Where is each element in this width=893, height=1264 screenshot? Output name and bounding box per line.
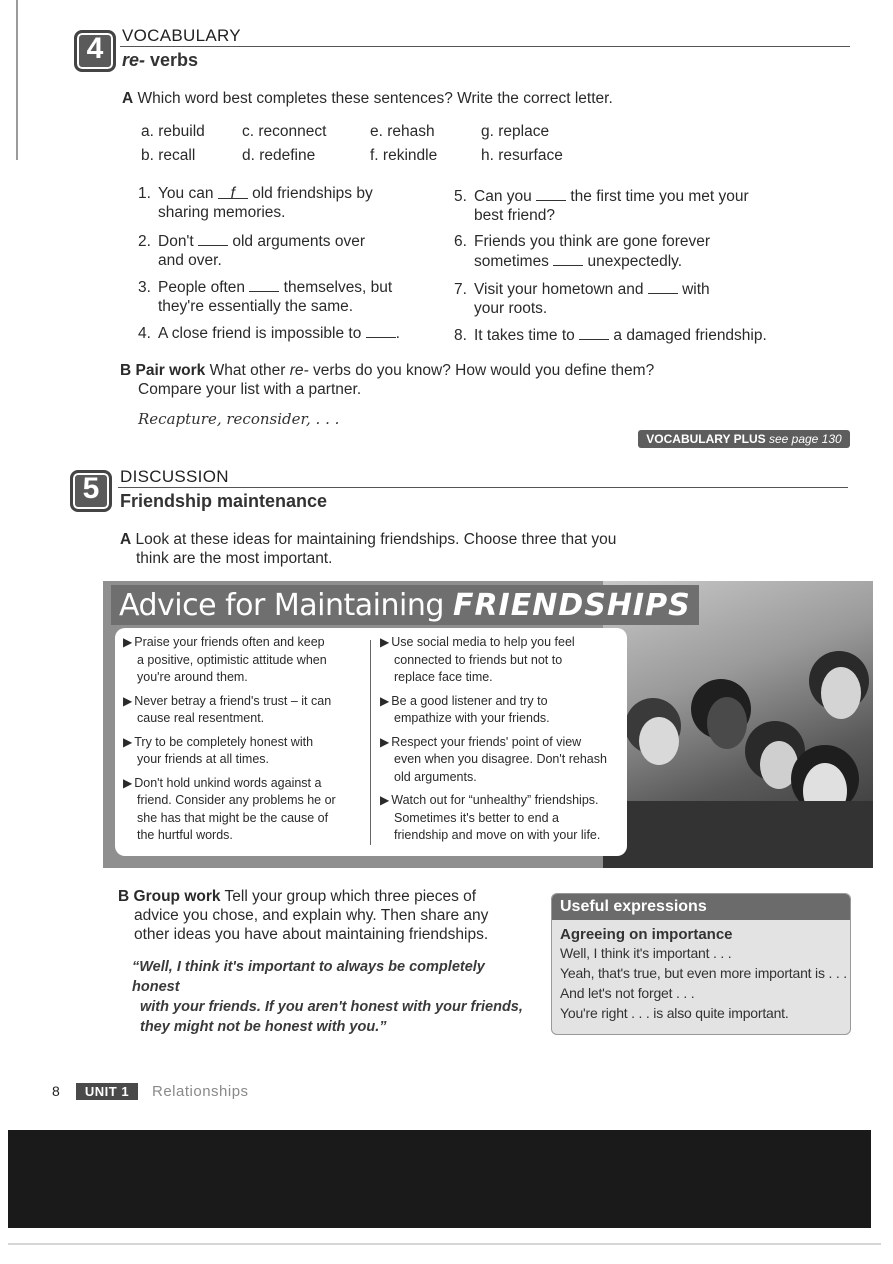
expression-line: Yeah, that's true, but even more important is . . . <box>560 965 847 981</box>
exercise-item <box>454 279 784 318</box>
item-text: your roots. <box>474 300 548 317</box>
example-quote: “Well, I think it's important to always be completely honest with your friends. If you aren't honest with your friends, they might not be honest with you.” <box>132 959 523 1035</box>
item-text: sometimes <box>474 253 554 270</box>
item-text: You can <box>158 185 218 202</box>
section-number-badge: 5 <box>70 470 112 512</box>
section-kicker: VOCABULARY <box>122 26 241 45</box>
answer-blank[interactable] <box>579 325 609 340</box>
item-text: old arguments over <box>228 233 366 250</box>
tip-item: ▶ Be a good listener and try to empathize with your friends. <box>380 693 550 725</box>
exercise-item <box>454 325 794 345</box>
part-letter: B <box>118 888 130 905</box>
advice-title-text: Advice for Maintaining <box>119 588 453 623</box>
item-number: 1. <box>138 185 151 202</box>
item-text: . <box>395 325 400 342</box>
item-text: they're essentially the same. <box>158 298 354 315</box>
tips-right-column <box>380 634 625 845</box>
instruction-text: Tell your group which three pieces of <box>224 888 477 905</box>
option: h. resurface <box>481 147 563 164</box>
instruction-a <box>122 89 613 108</box>
option: c. reconnect <box>242 123 327 140</box>
answer-blank[interactable] <box>553 251 583 266</box>
section-rule <box>120 46 850 47</box>
section-title <box>122 50 198 71</box>
answer-blank[interactable] <box>366 323 396 338</box>
part-letter: A <box>120 531 132 548</box>
column-divider <box>370 640 371 845</box>
expression-line: You're right . . . is also quite important. <box>560 1005 789 1021</box>
item-text: a damaged friendship. <box>609 327 767 344</box>
instruction-b <box>120 361 740 399</box>
instruction-text: re- <box>289 362 309 379</box>
item-text: old friendships by <box>247 185 373 202</box>
advice-panel <box>103 581 873 868</box>
item-text: best friend? <box>474 207 555 224</box>
section-title: Friendship maintenance <box>120 491 328 511</box>
part-letter: B <box>120 362 132 379</box>
exercise-item <box>138 231 438 270</box>
scan-edge <box>16 0 18 160</box>
vocab-plus-label: VOCABULARY PLUS <box>646 432 766 446</box>
section-rule <box>118 487 848 488</box>
item-number: 4. <box>138 325 151 342</box>
part-label: Pair work <box>135 362 206 379</box>
vocabulary-plus-link[interactable] <box>638 430 850 448</box>
exercise-item <box>138 184 438 222</box>
advice-card <box>115 628 627 856</box>
instruction-b <box>118 887 538 944</box>
tip-item: ▶ Watch out for “unhealthy” friendships. Sometimes it's better to end a friendship and move on with your life. <box>380 793 601 842</box>
title-prefix: re- <box>122 50 146 70</box>
arrow-bullet-icon: ▶ <box>380 793 390 807</box>
item-text: People often <box>158 279 250 296</box>
option: d. redefine <box>242 147 316 164</box>
item-text: A close friend is impossible to <box>158 325 366 342</box>
item-number: 8. <box>454 327 467 344</box>
instruction-text: think are the most important. <box>136 550 333 567</box>
example-text: Recapture, reconsider, . . . <box>138 410 340 428</box>
tip-item: ▶ Respect your friends' point of view even when you disagree. Don't rehash old arguments. <box>380 734 607 784</box>
arrow-bullet-icon: ▶ <box>380 635 390 649</box>
tip-item: ▶ Use social media to help you feel connected to friends but not to replace face time. <box>380 635 575 684</box>
item-text: sharing memories. <box>158 204 286 221</box>
instruction-text: advice you chose, and explain why. Then share any <box>134 907 489 924</box>
arrow-bullet-icon: ▶ <box>380 734 390 749</box>
arrow-bullet-icon: ▶ <box>123 734 133 749</box>
item-number: 7. <box>454 281 467 298</box>
instruction-text: Which word best completes these sentences? Write the correct letter. <box>137 90 613 107</box>
item-number: 2. <box>138 233 151 250</box>
option: b. recall <box>141 147 196 164</box>
page-number: 8 <box>52 1083 60 1099</box>
tip-item: ▶ Don't hold unkind words against a friend. Consider any problems he or she has that might be the cause of the hurtful words. <box>123 775 336 842</box>
arrow-bullet-icon: ▶ <box>123 775 133 790</box>
exercise-item <box>454 232 784 271</box>
item-text: It takes time to <box>474 327 580 344</box>
section-number-badge: 4 <box>74 30 116 72</box>
item-text: Visit your hometown and <box>474 281 648 298</box>
item-text: unexpectedly. <box>583 253 683 270</box>
advice-title-emphasis: FRIENDSHIPS <box>452 588 691 623</box>
instruction-text: other ideas you have about maintaining friendships. <box>134 926 489 943</box>
tips-left-column <box>123 634 355 845</box>
item-text: Don't <box>158 233 199 250</box>
vocab-plus-page: see page 130 <box>765 432 842 446</box>
item-text: Friends you think are gone forever <box>474 233 711 250</box>
answer-blank[interactable] <box>249 277 279 292</box>
scan-bottom-line <box>8 1243 881 1245</box>
expression-line: Well, I think it's important . . . <box>560 945 732 961</box>
scan-dark-edge <box>8 1130 871 1228</box>
expression-line: And let's not forget . . . <box>560 985 695 1001</box>
instruction-text: What other <box>209 362 290 379</box>
unit-title: Relationships <box>152 1083 249 1100</box>
part-letter: A <box>122 90 134 107</box>
exercise-item <box>138 323 438 343</box>
instruction-text: Compare your list with a partner. <box>138 381 362 398</box>
option: f. rekindle <box>370 147 438 164</box>
option: g. replace <box>481 123 550 140</box>
answer-blank[interactable] <box>648 279 678 294</box>
option: e. rehash <box>370 123 435 140</box>
useful-expressions-box <box>551 893 851 1035</box>
item-text: the first time you met your <box>566 188 749 205</box>
tip-item: ▶ Never betray a friend's trust – it can cause real resentment. <box>123 693 332 725</box>
arrow-bullet-icon: ▶ <box>123 635 133 649</box>
tip-item: ▶ Try to be completely honest with your friends at all times. <box>123 734 314 766</box>
item-number: 5. <box>454 188 467 205</box>
item-text: with <box>677 281 710 298</box>
item-text: Can you <box>474 188 537 205</box>
advice-title <box>111 585 699 625</box>
instruction-text: verbs do you know? How would you define them? <box>308 362 655 379</box>
title-rest: verbs <box>145 50 199 70</box>
answer-blank[interactable]: f <box>218 184 248 199</box>
useful-expressions-subheader: Agreeing on importance <box>560 926 733 943</box>
tip-item: ▶ Praise your friends often and keep a positive, optimistic attitude when you're around them. <box>123 635 327 684</box>
instruction-a <box>120 530 760 568</box>
item-number: 6. <box>454 233 467 250</box>
item-text: and over. <box>158 252 222 269</box>
answer-blank[interactable] <box>198 231 228 246</box>
item-number: 3. <box>138 279 151 296</box>
item-text: themselves, but <box>279 279 393 296</box>
exercise-item <box>454 186 784 225</box>
arrow-bullet-icon: ▶ <box>380 693 390 708</box>
instruction-text: Look at these ideas for maintaining friendships. Choose three that you <box>135 531 617 548</box>
option: a. rebuild <box>141 123 205 140</box>
answer-blank[interactable] <box>536 186 566 201</box>
unit-badge: UNIT 1 <box>76 1083 138 1100</box>
useful-expressions-header: Useful expressions <box>552 894 850 920</box>
section-kicker: DISCUSSION <box>120 467 229 486</box>
part-label: Group work <box>133 888 221 905</box>
arrow-bullet-icon: ▶ <box>123 693 133 708</box>
exercise-item <box>138 277 438 316</box>
